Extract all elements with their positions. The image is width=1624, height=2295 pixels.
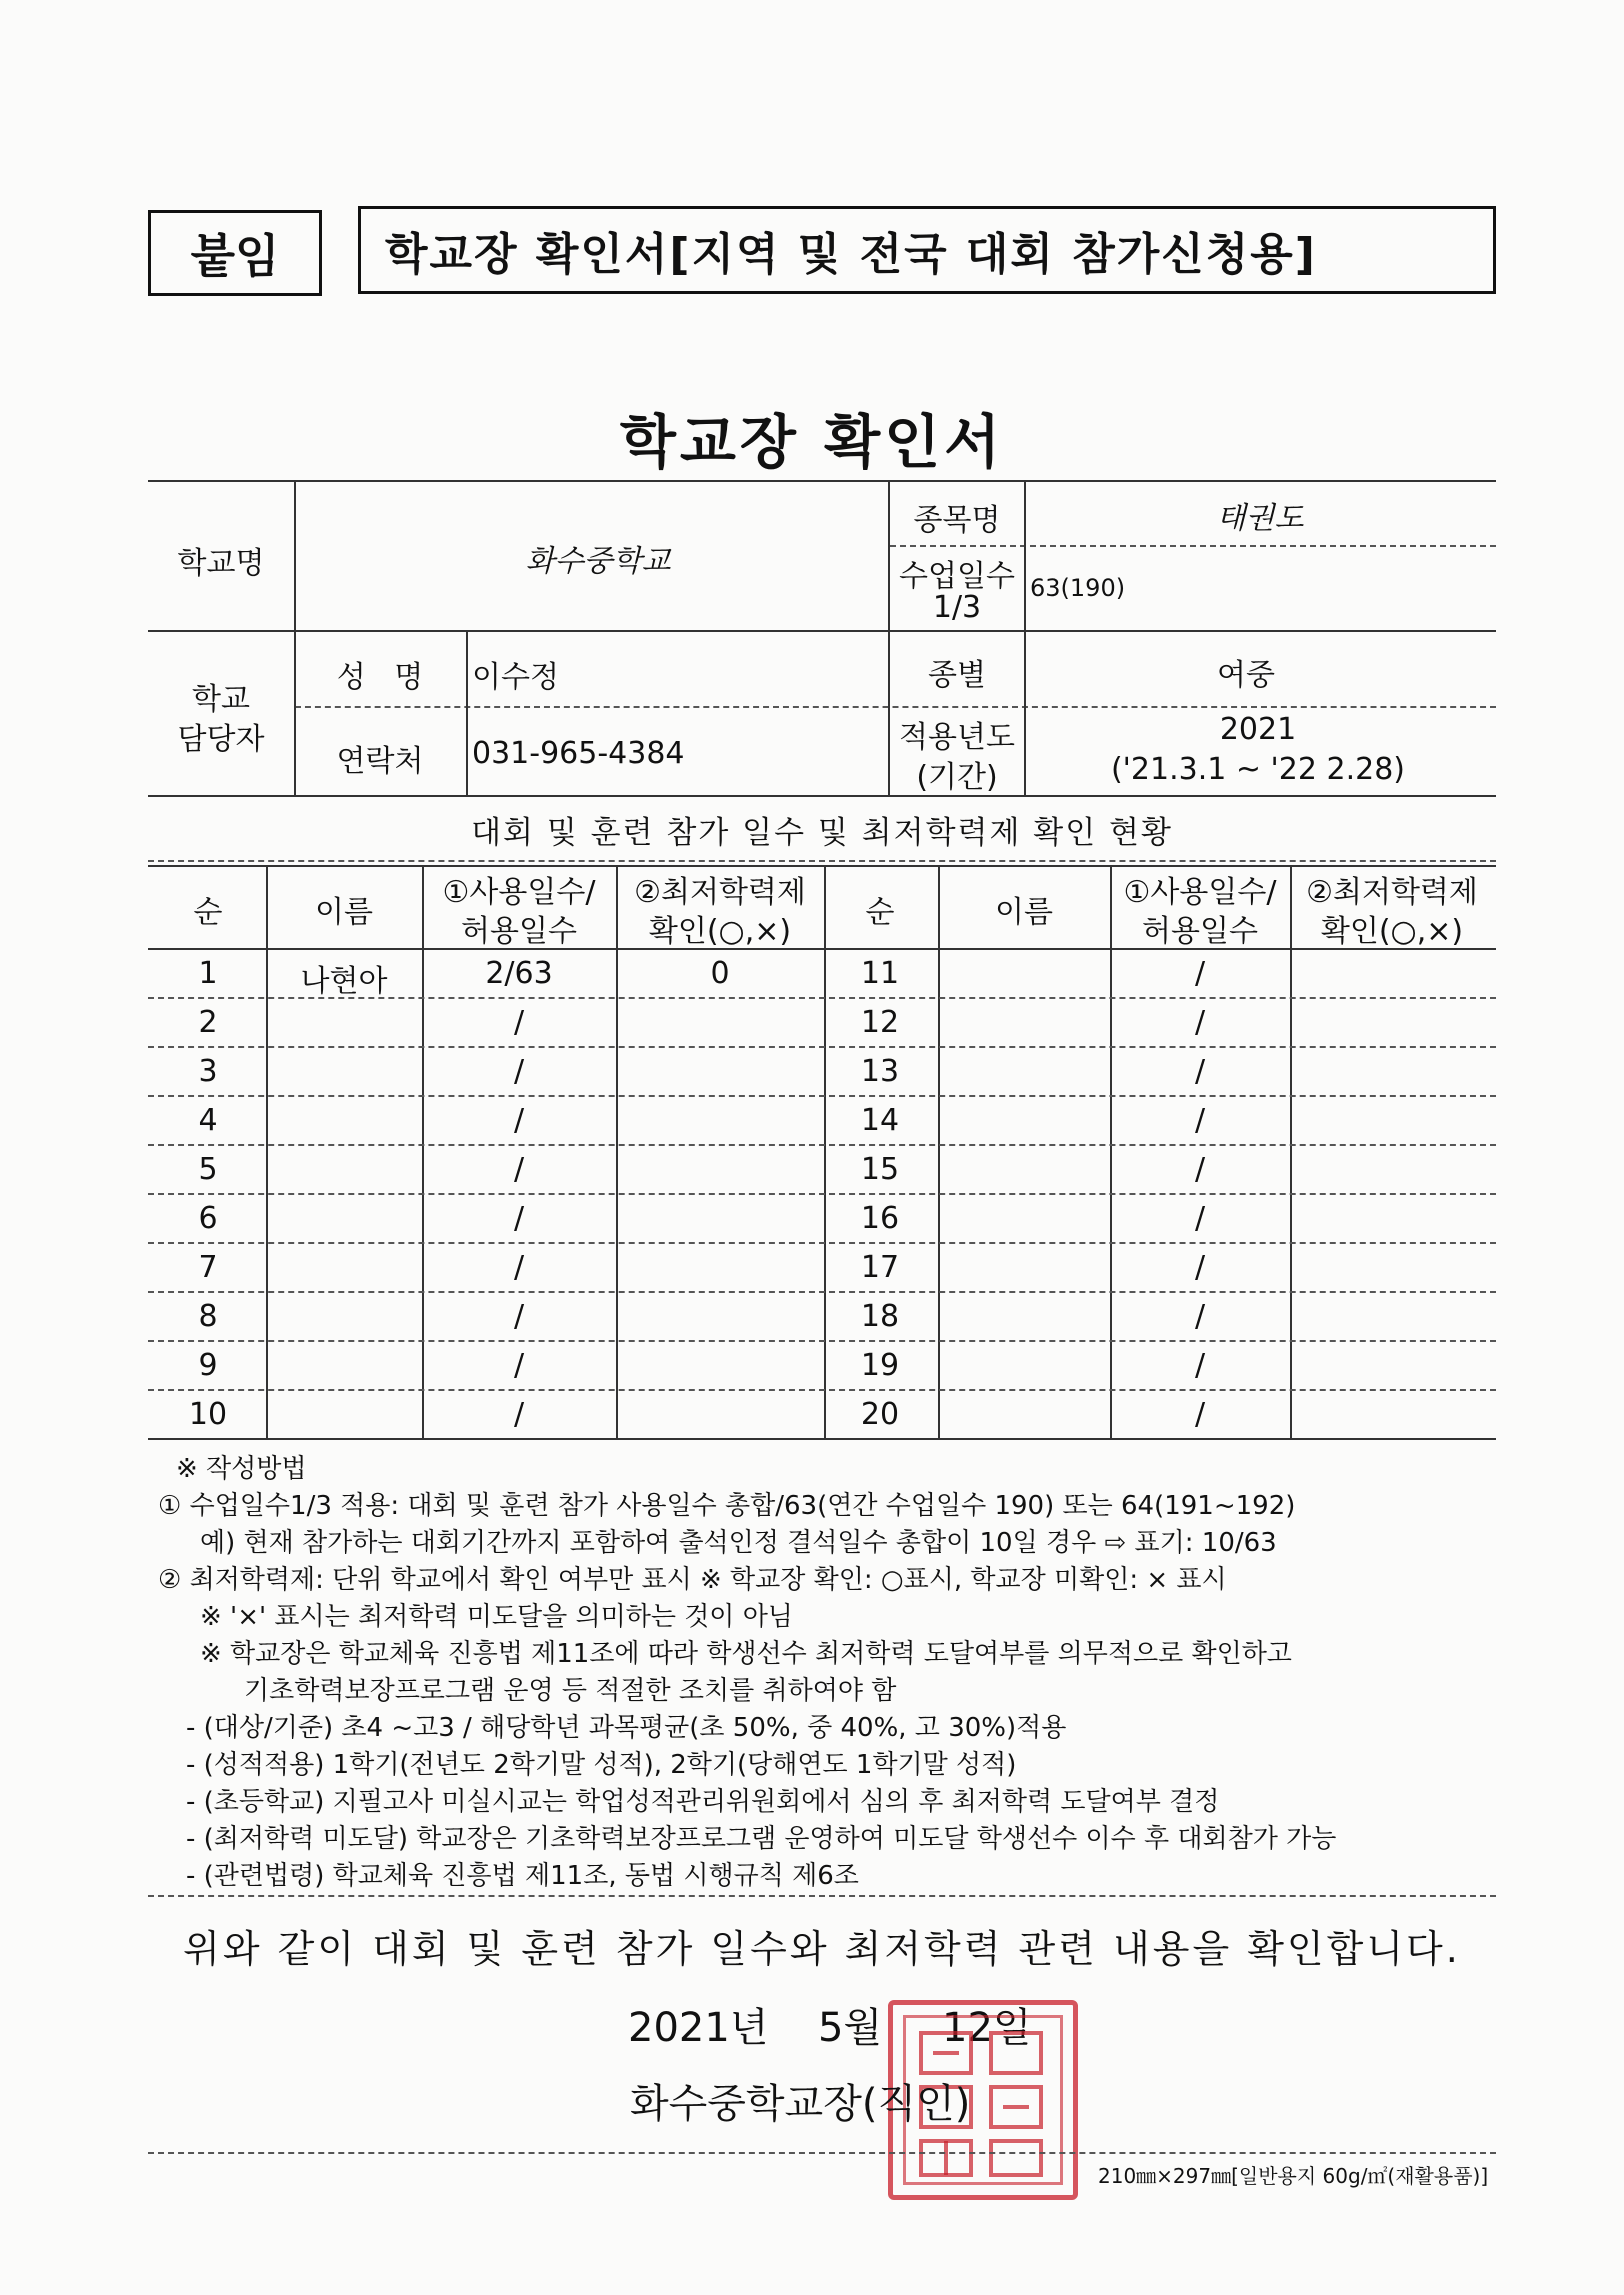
person-name-label: 성 명 xyxy=(336,660,424,695)
year-label-2: (기간) xyxy=(916,760,998,795)
table-cell-days: / xyxy=(1194,1348,1206,1383)
table-top-rule xyxy=(148,865,1496,867)
table-cell-no: 12 xyxy=(860,1005,900,1040)
table-cell-days: / xyxy=(513,1152,525,1187)
table-cell-days: / xyxy=(1194,1201,1206,1236)
table-cell-no: 9 xyxy=(198,1348,218,1383)
table-col-5 xyxy=(938,865,940,1438)
school-days-value: 63(190) xyxy=(1030,574,1126,602)
info-col-1 xyxy=(294,480,296,795)
table-col-2 xyxy=(422,865,424,1438)
table-cell-name: 나현아 xyxy=(300,964,388,999)
closing-statement: 위와 같이 대회 및 훈련 참가 일수와 최저학력 관련 내용을 확인합니다. xyxy=(183,1927,1461,1971)
note-line: ※ '×' 표시는 최저학력 미도달을 의미하는 것이 아님 xyxy=(200,1602,793,1632)
header-check-left: ②최저학력제 xyxy=(634,875,806,910)
table-cell-no: 13 xyxy=(860,1054,900,1089)
table-cell-no: 18 xyxy=(860,1299,900,1334)
table-cell-days: / xyxy=(513,1005,525,1040)
header-check-right: ②최저학력제 xyxy=(1306,875,1478,910)
document-title: 학교장 확인서 xyxy=(619,408,1005,476)
manager-label-2: 담당자 xyxy=(177,722,265,757)
note-line: ② 최저학력제: 단위 학교에서 확인 여부만 표시 ※ 학교장 확인: ○표시, 학교장 미확인: × 표시 xyxy=(158,1565,1227,1595)
header-no-right: 순 xyxy=(865,895,895,930)
contact-value: 031-965-4384 xyxy=(472,736,685,771)
table-cell-no: 11 xyxy=(860,956,900,991)
table-cell-no: 19 xyxy=(860,1348,900,1383)
table-row-rule xyxy=(148,1291,1496,1293)
contact-label: 연락처 xyxy=(336,744,424,779)
footer-rule xyxy=(148,2152,1496,2154)
table-cell-days: / xyxy=(1194,1397,1206,1432)
table-row-rule xyxy=(148,1242,1496,1244)
info-rule-sport xyxy=(890,545,1496,547)
table-row-rule xyxy=(148,1095,1496,1097)
table-bottom-rule xyxy=(148,1438,1496,1440)
info-col-4 xyxy=(1024,480,1026,795)
table-cell-no: 16 xyxy=(860,1201,900,1236)
year-label: 적용년도 xyxy=(899,720,1015,755)
table-cell-no: 10 xyxy=(188,1397,228,1432)
table-row-rule xyxy=(148,997,1496,999)
table-cell-no: 3 xyxy=(198,1054,218,1089)
header-days-right-2: 허용일수 xyxy=(1142,914,1258,949)
table-cell-days: / xyxy=(513,1103,525,1138)
table-cell-days: 2/63 xyxy=(485,956,553,991)
header-no-left: 순 xyxy=(193,895,223,930)
table-cell-days: / xyxy=(513,1348,525,1383)
date-month: 5월 xyxy=(818,2005,883,2051)
info-col-3 xyxy=(888,480,890,795)
table-cell-no: 20 xyxy=(860,1397,900,1432)
table-cell-days: / xyxy=(513,1299,525,1334)
table-cell-no: 17 xyxy=(860,1250,900,1285)
note-heading: ※ 작성방법 xyxy=(176,1454,307,1484)
note-line: - (초등학교) 지필고사 미실시교는 학업성적관리위원회에서 심의 후 최저학력 도달여부 결정 xyxy=(186,1787,1220,1817)
school-name-value: 화수중학교 xyxy=(525,544,671,579)
table-cell-no: 1 xyxy=(198,956,218,991)
section-title: 대회 및 훈련 참가 일수 및 최저학력제 확인 현황 xyxy=(471,815,1173,851)
table-cell-no: 6 xyxy=(198,1201,218,1236)
division-label: 종별 xyxy=(928,658,986,693)
table-cell-no: 5 xyxy=(198,1152,218,1187)
table-cell-days: / xyxy=(1194,1005,1206,1040)
note-line: - (성적적용) 1학기(전년도 2학기말 성적), 2학기(당해연도 1학기말 성적) xyxy=(186,1750,1017,1780)
table-cell-check: 0 xyxy=(710,956,730,991)
note-line: - (관련법령) 학교체육 진흥법 제11조, 동법 시행규칙 제6조 xyxy=(186,1861,859,1891)
table-row-rule xyxy=(148,1340,1496,1342)
school-days-label: 수업일수 xyxy=(899,559,1015,594)
table-cell-no: 2 xyxy=(198,1005,218,1040)
note-line: ※ 학교장은 학교체육 진흥법 제11조에 따라 학생선수 최저학력 도달여부를 의무적으로 확인하고 xyxy=(200,1639,1292,1669)
table-cell-days: / xyxy=(1194,1299,1206,1334)
header-name-left: 이름 xyxy=(315,895,373,930)
table-cell-no: 4 xyxy=(198,1103,218,1138)
table-col-3 xyxy=(616,865,618,1438)
year-value: 2021 xyxy=(1219,712,1297,747)
table-row-rule xyxy=(148,1144,1496,1146)
table-cell-days: / xyxy=(1194,1250,1206,1285)
year-period: ('21.3.1 ~ '22 2.28) xyxy=(1110,752,1406,787)
form-heading: 학교장 확인서[지역 및 전국 대회 참가신청용] xyxy=(358,206,1496,294)
table-cell-days: / xyxy=(1194,1152,1206,1187)
paper-spec: 210㎜×297㎜[일반용지 60g/㎡(재활용품)] xyxy=(1098,2164,1489,2188)
note-line: - (최저학력 미도달) 학교장은 기초학력보장프로그램 운영하여 미도달 학생선수 이수 후 대회참가 가능 xyxy=(186,1824,1337,1854)
manager-label: 학교 xyxy=(192,682,250,717)
table-cell-no: 15 xyxy=(860,1152,900,1187)
person-name-value: 이수정 xyxy=(472,660,559,695)
table-cell-no: 14 xyxy=(860,1103,900,1138)
table-col-4 xyxy=(824,865,826,1438)
sport-label: 종목명 xyxy=(913,503,1001,538)
info-rule-person xyxy=(295,706,1496,708)
info-top-rule xyxy=(148,480,1496,482)
info-rule-mid xyxy=(148,630,1496,632)
info-col-2 xyxy=(466,632,468,795)
division-value: 여중 xyxy=(1217,658,1275,693)
table-row-rule xyxy=(148,1046,1496,1048)
table-col-6 xyxy=(1110,865,1112,1438)
principal-signature: 화수중학교장(직인) xyxy=(630,2081,971,2127)
table-cell-days: / xyxy=(513,1397,525,1432)
date-year: 2021년 xyxy=(628,2005,769,2051)
header-days-right: ①사용일수/ xyxy=(1123,875,1277,910)
table-col-1 xyxy=(266,865,268,1438)
header-days-left-2: 허용일수 xyxy=(461,914,577,949)
header-check-right-2: 확인(○,×) xyxy=(1320,914,1464,949)
notes-bottom-rule xyxy=(148,1895,1496,1897)
table-cell-days: / xyxy=(513,1250,525,1285)
school-days-label-fraction: 1/3 xyxy=(932,590,982,625)
table-header-rule xyxy=(148,948,1496,950)
table-cell-no: 8 xyxy=(198,1299,218,1334)
table-row-rule xyxy=(148,1389,1496,1391)
table-cell-no: 7 xyxy=(198,1250,218,1285)
table-cell-days: / xyxy=(1194,956,1206,991)
attachment-label: 붙임 xyxy=(148,210,322,296)
table-cell-days: / xyxy=(513,1054,525,1089)
table-row-rule xyxy=(148,1193,1496,1195)
school-name-label: 학교명 xyxy=(177,546,265,581)
note-line: - (대상/기준) 초4 ~고3 / 해당학년 과목평균(초 50%, 중 40%, 고 30%)적용 xyxy=(186,1713,1067,1743)
table-col-7 xyxy=(1290,865,1292,1438)
header-check-left-2: 확인(○,×) xyxy=(648,914,792,949)
sport-value: 태권도 xyxy=(1216,501,1304,536)
date-day: 12일 xyxy=(942,2005,1032,2051)
section-rule xyxy=(148,860,1496,862)
header-name-right: 이름 xyxy=(995,895,1053,930)
header-days-left: ①사용일수/ xyxy=(442,875,596,910)
note-line: ① 수업일수1/3 적용: 대회 및 훈련 참가 사용일수 총합/63(연간 수업일수 190) 또는 64(191~192) xyxy=(158,1491,1296,1521)
note-line: 예) 현재 참가하는 대회기간까지 포함하여 출석인정 결석일수 총합이 10일 경우 ⇨ 표기: 10/63 xyxy=(200,1528,1277,1558)
table-cell-days: / xyxy=(513,1201,525,1236)
info-bottom-rule xyxy=(148,795,1496,797)
table-cell-days: / xyxy=(1194,1054,1206,1089)
table-cell-days: / xyxy=(1194,1103,1206,1138)
note-line: 기초학력보장프로그램 운영 등 적절한 조치를 취하여야 함 xyxy=(244,1676,897,1706)
